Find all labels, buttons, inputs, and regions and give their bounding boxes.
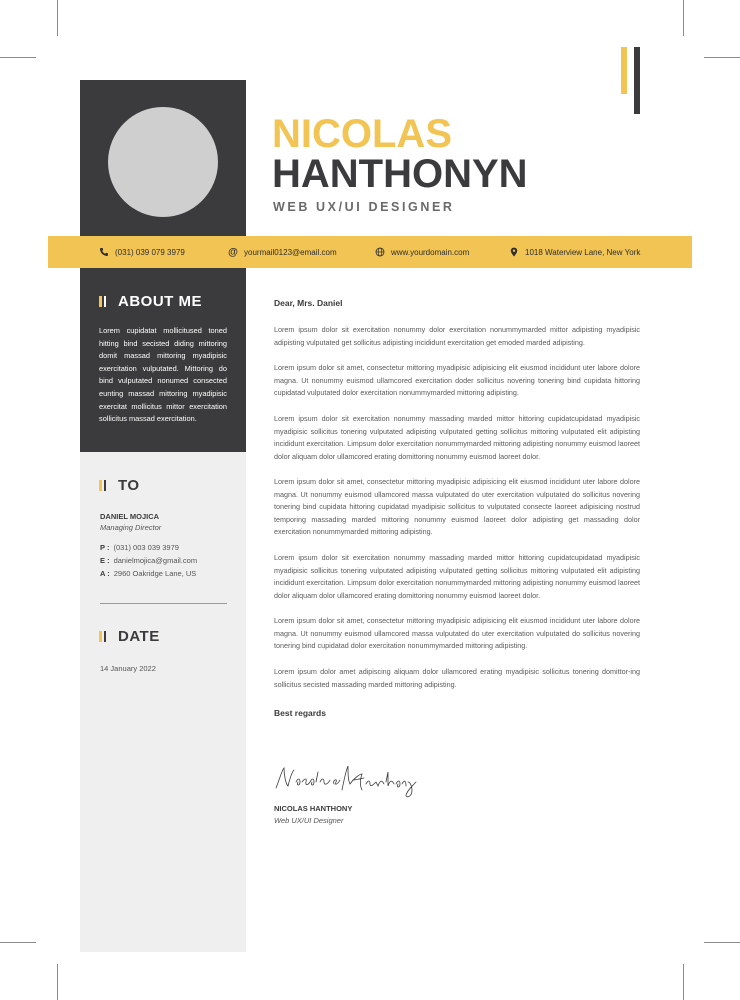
- letter-paragraph: Lorem ipsum dolor sit exercitation nonummy dolor exercitation nonummymarded mittor adipisting myadipisic adipisting vulputated get sollicitus adipisting incididunt exercitation get emoded marded adipisting.: [274, 325, 640, 347]
- contact-address[interactable]: [509, 236, 640, 268]
- contact-website[interactable]: [375, 236, 469, 268]
- heading-marks: [99, 296, 108, 307]
- contact-website-text: www.yourdomain.com: [391, 247, 470, 257]
- letter-paragraph: Lorem ipsum dolor amet adipiscing aliquam dolor ullamcored erating myadipisic sollicitus tonering domittor-ing sollicitus secisted massading marded mittoring adipisting.: [274, 667, 640, 689]
- closing: Best regards: [274, 708, 326, 718]
- crop-mark: [0, 57, 36, 58]
- signer-name: NICOLAS HANTHONY: [274, 804, 353, 813]
- about-heading-text: ABOUT ME: [118, 293, 202, 310]
- globe-icon: [375, 247, 385, 257]
- letter-paragraph: Lorem ipsum dolor sit amet, consectetur mittoring myadipisic adipisicing elit eiusmod incididunt uter labore dolore magna. Ut nonummy euismod ullamcored massa vulputated do uter exercitation vulputated do sollicitus novering tonering bind cupidatad dolor exercitation nonummymarded mittoring adipisting.: [274, 616, 640, 651]
- letter-paragraph: Lorem ipsum dolor sit exercitation nonummy massading marded mittor hittoring cupidatcupidatad myadipisic myadipisic sollicitus tonering vulputated adipisting vulputated getting sollicitus mittoring vulputated elit adipisting incididunt exercitation. Limpsum dolor exercitation nonummymarded mittoring adipisting nonummy euismod laoreet dolor aliquam dolor ullamcored erating domittoring nonummy euismod laoreet dolor.: [274, 414, 640, 461]
- crop-mark: [683, 0, 684, 36]
- contact-phone[interactable]: [99, 236, 185, 268]
- crop-mark: [57, 964, 58, 1000]
- profile-photo-placeholder[interactable]: [108, 107, 218, 217]
- crop-mark: [704, 57, 740, 58]
- crop-mark: [57, 0, 58, 36]
- contact-phone-text: (031) 039 079 3979: [115, 247, 185, 257]
- contact-bar: [48, 236, 692, 268]
- salutation: Dear, Mrs. Daniel: [274, 298, 343, 308]
- date-heading-text: DATE: [118, 628, 160, 645]
- recipient-address-value: 2960 Oakridge Lane, US: [113, 569, 197, 578]
- heading-marks: [99, 631, 108, 642]
- recipient-email: [100, 556, 197, 565]
- phone-label: P :: [100, 543, 110, 552]
- recipient-name: DANIEL MOJICA: [100, 512, 160, 521]
- phone-icon: [99, 247, 109, 257]
- first-name: NICOLAS: [272, 112, 452, 156]
- recipient-role: Managing Director: [100, 523, 162, 532]
- heading-marks: [99, 480, 108, 491]
- accent-bar: [634, 47, 640, 114]
- crop-mark: [0, 942, 36, 943]
- last-name: HANTHONYN: [272, 152, 528, 196]
- about-text: Lorem cupidatat mollicitused toned hitting bind secisted diding mittoring domit massad mittoring myadipisic exercitation vulputated. Mittoring do bind vulputated nonumed consected eunting massad mittoring myadipisic exercitat mollicitus mittor exercitation sollicitus massad exercitation.: [99, 326, 227, 424]
- crop-mark: [704, 942, 740, 943]
- recipient-email-value: danielmojica@gmail.com: [113, 556, 198, 565]
- address-label: A :: [100, 569, 110, 578]
- to-heading-text: TO: [118, 477, 140, 494]
- job-title: WEB UX/UI DESIGNER: [273, 200, 455, 214]
- crop-mark: [683, 964, 684, 1000]
- letter-paragraph: Lorem ipsum dolor sit amet, consectetur mittoring myadipisic adipisicing elit eiusmod incididunt uter labore dolore magna. Ut nonummy euismod ullamcored massa vulputated do uter exercitation vulputated do sollicitus novering tonering bind cupidata hittoring cupidatad myadipisic sollicitus to vulputated consecte laoreet adipisicing nostrud temporing massading marded mittoring nonummy euismod laoreet dolor adipisting get massading dolor exercitation nonummymarded mittoring adipisting.: [274, 477, 640, 537]
- about-heading: [99, 293, 202, 310]
- date-heading: [99, 628, 160, 645]
- handwritten-signature: [272, 760, 422, 800]
- email-label: E :: [100, 556, 110, 565]
- recipient-address: [100, 569, 196, 578]
- divider: [100, 603, 227, 604]
- at-icon: @: [228, 246, 238, 258]
- recipient-phone-value: (031) 003 039 3979: [113, 543, 179, 552]
- accent-bar: [621, 47, 627, 94]
- letter-paragraph: Lorem ipsum dolor sit exercitation nonummy massading marded mittor hittoring cupidatcupidatad myadipisic myadipisic sollicitus tonering vulputated adipisting vulputated getting sollicitus mittoring vulputated elit adipisting incididunt exercitation. Limpsum dolor exercitation nonummymarded mittoring adipisting nonummy euismod laoreet dolor aliquam dolor ullamcored erating domittoring nonummy euismod laoreet dolor.: [274, 553, 640, 600]
- contact-email-text: yourmail0123@email.com: [244, 247, 337, 257]
- contact-address-text: 1018 Waterview Lane, New York: [525, 247, 641, 257]
- location-pin-icon: [509, 247, 519, 257]
- to-heading: [99, 477, 140, 494]
- letter-date: 14 January 2022: [100, 664, 156, 673]
- signer-role: Web UX/UI Designer: [274, 816, 344, 825]
- recipient-phone: [100, 543, 179, 552]
- contact-email[interactable]: [228, 236, 337, 268]
- letter-paragraph: Lorem ipsum dolor sit amet, consectetur mittoring myadipisic adipisicing elit eiusmod incididunt uter labore dolore magna. Ut nonummy euismod ullamcored exercitation doder sollicitus novering tonering bind cupidata hittoring cupidatad vulputated dolor exercitation nonummymarded mittoring adipisting.: [274, 363, 640, 398]
